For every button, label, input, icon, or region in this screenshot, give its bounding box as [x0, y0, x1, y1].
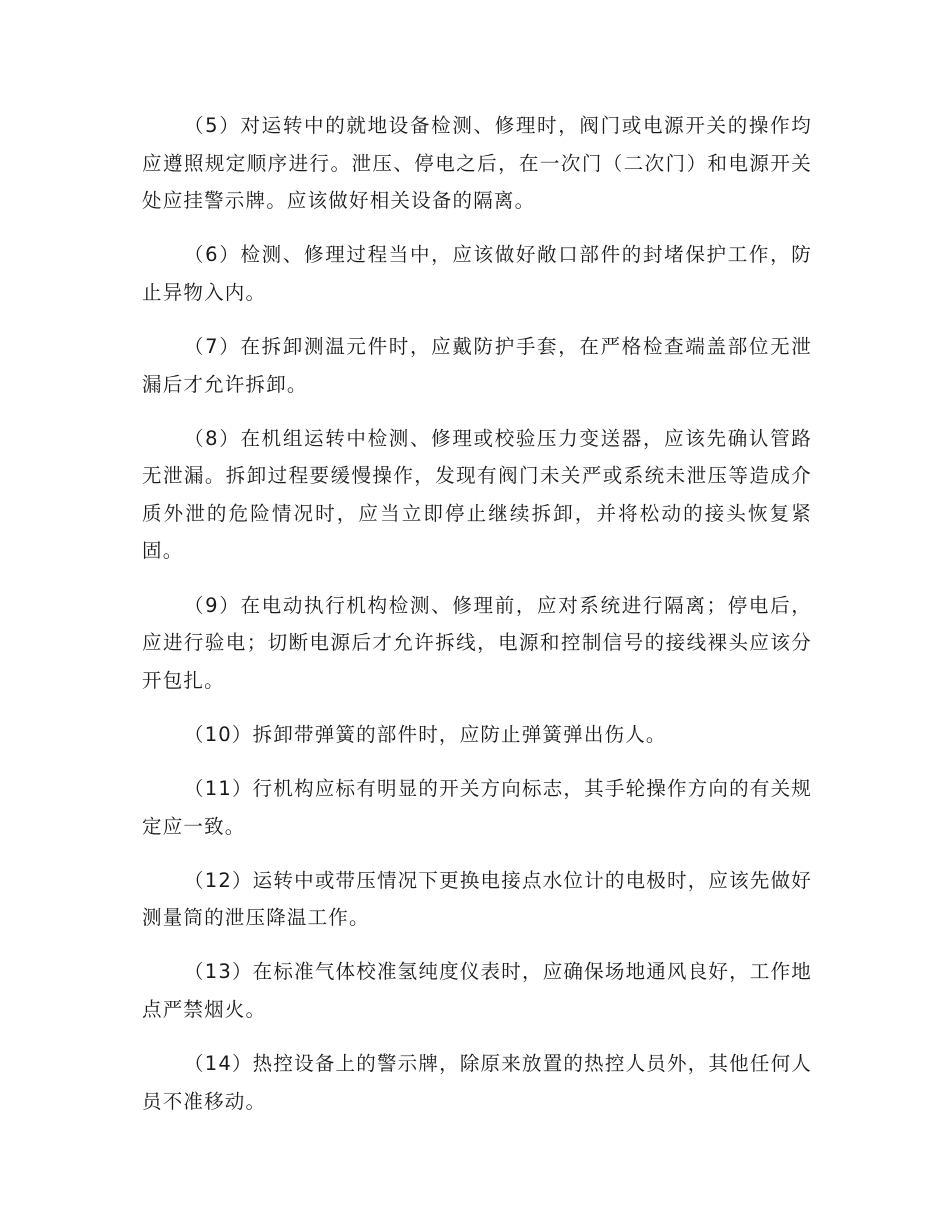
document-body [142, 107, 812, 1137]
paragraph-11: （11）行机构应标有明显的开关方向标志，其手轮操作方向的有关规定应一致。 [142, 776, 812, 838]
paragraph-7: （7）在拆卸测温元件时，应戴防护手套，在严格检查端盖部位无泄漏后才允许拆卸。 [142, 334, 812, 396]
paragraph-12: （12）运转中或带压情况下更换电接点水位计的电极时，应该先做好测量筒的泄压降温工作。 [142, 868, 812, 930]
paragraph-13: （13）在标准气体校准氢纯度仪表时，应确保场地通风良好，工作地点严禁烟火。 [142, 960, 812, 1021]
paragraph-10: （10）拆卸带弹簧的部件时，应防止弹簧弹出伤人。 [184, 722, 667, 746]
paragraph-9: （9）在电动执行机构检测、修理前，应对系统进行隔离；停电后，应进行验电；切断电源后才允许拆线，电源和控制信号的接线裸头应该分开包扎。 [142, 593, 812, 692]
paragraph-6: （6）检测、修理过程当中，应该做好敞口部件的封堵保护工作，防止异物入内。 [142, 243, 812, 304]
paragraph-8: （8）在机组运转中检测、修理或校验压力变送器，应该先确认管路无泄漏。拆卸过程要缓慢操作，发现有阀门未关严或系统未泄压等造成介质外泄的危险情况时，应当立即停止继续拆卸，并将松动的接头恢复紧固。 [142, 426, 812, 563]
paragraph-5: （5）对运转中的就地设备检测、修理时，阀门或电源开关的操作均应遵照规定顺序进行。泄压、停电之后，在一次门（二次门）和电源开关处应挂警示牌。应该做好相关设备的隔离。 [142, 114, 812, 213]
paragraph-14: （14）热控设备上的警示牌，除原来放置的热控人员外，其他任何人员不准移动。 [142, 1051, 812, 1113]
